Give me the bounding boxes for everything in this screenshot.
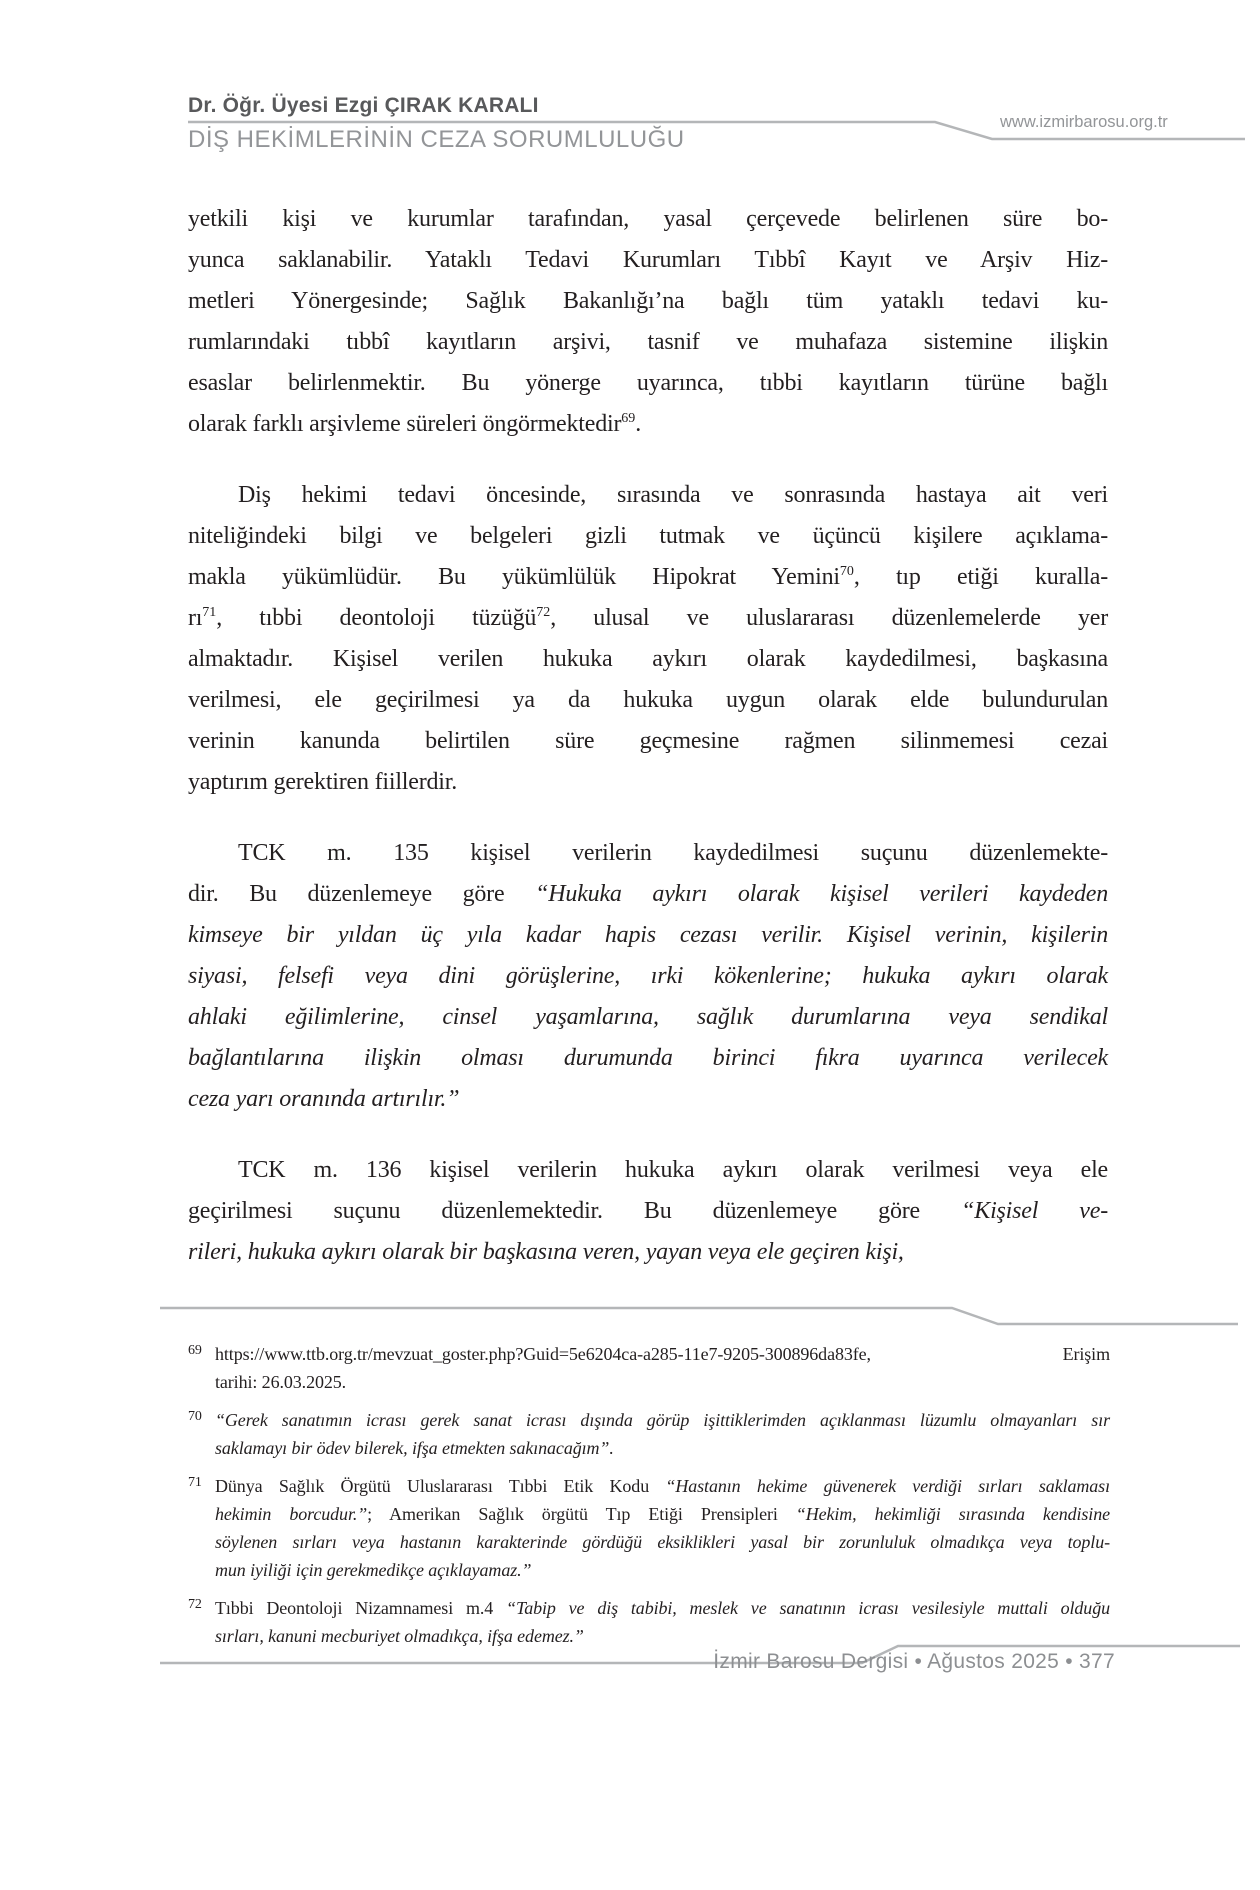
text-line (188, 363, 1108, 404)
text-segment: , ulusal ve uluslararası düzenlemelerde yer (550, 605, 1108, 631)
paragraph (188, 199, 1108, 445)
footnote-reference: 70 (839, 564, 854, 579)
text-segment: Tıbbi Deontoloji Nizamnamesi m.4 (215, 1598, 507, 1618)
header-author: Dr. Öğr. Üyesi Ezgi ÇIRAK KARALI (188, 94, 539, 117)
text-line (188, 240, 1108, 281)
text-line (188, 404, 1108, 445)
footnote-reference: 69 (621, 411, 636, 426)
footnote-number: 72 (188, 1597, 202, 1612)
footnote-line (215, 1594, 1110, 1622)
text-segment: “Hekim, hekimliği sırasında kendisine (795, 1504, 1110, 1524)
footer-journal-info: İzmir Barosu Dergisi • Ağustos 2025 • 377 (713, 1650, 1115, 1673)
text-line (188, 199, 1108, 240)
text-segment: https://www.ttb.org.tr/mevzuat_goster.php?Guid=5e6204ca-a285-11e7-9205-300896da83fe, Erişim (215, 1344, 1110, 1364)
footnote-line (215, 1528, 1110, 1556)
body-text (188, 199, 1108, 1273)
text-line (188, 1038, 1108, 1079)
text-line (188, 874, 1108, 915)
text-segment: rumlarındaki tıbbî kayıtların arşivi, tasnif ve muhafaza sistemine ilişkin (188, 329, 1108, 355)
text-segment: saklamayı bir ödev bilerek, ifşa etmekten sakınacağım”. (215, 1438, 614, 1458)
footnote-number: 69 (188, 1343, 202, 1358)
text-segment: bağlantılarına ilişkin olması durumunda birinci fıkra uyarınca verilecek (188, 1045, 1108, 1071)
footnote-reference: 72 (536, 605, 551, 620)
text-segment: metleri Yönergesinde; Sağlık Bakanlığı’na bağlı tüm yataklı tedavi ku- (188, 288, 1108, 314)
header-running-title: DİŞ HEKİMLERİNİN CEZA SORUMLULUĞU (188, 126, 685, 153)
text-line (188, 598, 1108, 639)
text-line (188, 281, 1108, 322)
text-segment: ceza yarı oranında artırılır.” (188, 1086, 460, 1112)
footnote-line (215, 1556, 1110, 1584)
text-segment: hekimin borcudur.” (215, 1504, 368, 1524)
text-line (188, 680, 1108, 721)
text-segment: ; Amerikan Sağlık örgütü Tıp Etiği Prensipleri (367, 1504, 796, 1524)
text-segment: “Hastanın hekime güvenerek verdiği sırları saklaması (665, 1476, 1110, 1496)
text-segment: kimseye bir yıldan üç yıla kadar hapis cezası verilir. Kişisel verinin, kişilerin (188, 922, 1108, 948)
footnote-72 (188, 1594, 1110, 1650)
text-segment: almaktadır. Kişisel verilen hukuka aykırı olarak kaydedilmesi, başkasına (188, 646, 1108, 672)
text-segment: olarak farklı arşivleme süreleri öngörmektedir (188, 411, 622, 437)
paragraph (188, 833, 1108, 1120)
text-segment: mun iyiliği için gerekmedikçe açıklayamaz.” (215, 1560, 532, 1580)
text-segment: . (635, 411, 642, 437)
text-segment: yaptırım gerektiren fiillerdir. (188, 769, 458, 795)
text-line (188, 1150, 1108, 1191)
footnote-70 (188, 1406, 1110, 1462)
text-segment: verilmesi, ele geçirilmesi ya da hukuka uygun olarak elde bulundurulan (188, 687, 1108, 713)
text-segment: yunca saklanabilir. Yataklı Tedavi Kurumları Tıbbî Kayıt ve Arşiv Hiz- (188, 247, 1108, 273)
text-segment: dir. Bu düzenlemeye göre (188, 881, 536, 907)
text-segment: , tıp etiği kuralla- (853, 564, 1109, 590)
footnote-line (215, 1434, 1110, 1462)
text-line (188, 1079, 1108, 1120)
text-line (188, 1191, 1108, 1232)
footnote-section (188, 1340, 1110, 1650)
text-segment: rı (188, 605, 203, 631)
footnote-line (215, 1406, 1110, 1434)
footnote-line (215, 1622, 1110, 1650)
footnote-71 (188, 1472, 1110, 1584)
footnote-line (215, 1500, 1110, 1528)
footnote-number: 71 (188, 1475, 202, 1490)
text-segment: “Gerek sanatımın icrası gerek sanat icrası dışında görüp işittiklerimden açıklanması lüzumlu olmayanları sır (215, 1410, 1110, 1430)
text-segment: verinin kanunda belirtilen süre geçmesine rağmen silinmemesi cezai (188, 728, 1108, 754)
text-segment: siyasi, felsefi veya dini görüşlerine, ırki kökenlerine; hukuka aykırı olarak (188, 963, 1108, 989)
text-segment: yetkili kişi ve kurumlar tarafından, yasal çerçevede belirlenen süre bo- (188, 206, 1108, 232)
text-line (188, 956, 1108, 997)
footnote-69 (188, 1340, 1110, 1396)
footnote-line (215, 1368, 1110, 1396)
text-segment: TCK m. 136 kişisel verilerin hukuka aykırı olarak verilmesi veya ele (238, 1157, 1108, 1183)
text-line (188, 997, 1108, 1038)
text-segment: makla yükümlüdür. Bu yükümlülük Hipokrat Yemini (188, 564, 840, 590)
text-line (188, 475, 1108, 516)
text-line (188, 915, 1108, 956)
footnote-reference: 71 (202, 605, 217, 620)
text-line (188, 322, 1108, 363)
header-website-url: www.izmirbarosu.org.tr (1000, 113, 1168, 131)
text-line (188, 833, 1108, 874)
footnote-separator-line (160, 1308, 1238, 1324)
footnote-line (215, 1340, 1110, 1368)
text-segment: söylenen sırları veya hastanın karakterinde gördüğü eksiklikleri yasal bir zorunluluk olmadıkça veya toplu- (215, 1532, 1110, 1552)
text-segment: rileri, hukuka aykırı olarak bir başkasına veren, yayan veya ele geçiren kişi, (188, 1239, 904, 1265)
text-line (188, 762, 1108, 803)
text-segment: geçirilmesi suçunu düzenlemektedir. Bu düzenlemeye göre (188, 1198, 962, 1224)
text-line (188, 1232, 1108, 1273)
text-line (188, 721, 1108, 762)
text-segment: esaslar belirlenmektir. Bu yönerge uyarınca, tıbbi kayıtların türüne bağlı (188, 370, 1108, 396)
text-line (188, 557, 1108, 598)
footnote-line (215, 1472, 1110, 1500)
text-segment: TCK m. 135 kişisel verilerin kaydedilmesi suçunu düzenlemekte- (238, 840, 1108, 866)
footnote-number: 70 (188, 1409, 202, 1424)
text-segment: , tıbbi deontoloji tüzüğü (216, 605, 537, 631)
text-segment: Diş hekimi tedavi öncesinde, sırasında ve sonrasında hastaya ait veri (238, 482, 1108, 508)
paragraph (188, 475, 1108, 803)
text-segment: niteliğindeki bilgi ve belgeleri gizli tutmak ve üçüncü kişilere açıklama- (188, 523, 1108, 549)
text-segment: “Kişisel ve- (961, 1198, 1109, 1224)
text-segment: ahlaki eğilimlerine, cinsel yaşamlarına, sağlık durumlarına veya sendikal (188, 1004, 1108, 1030)
text-line (188, 516, 1108, 557)
text-segment: sırları, kanuni mecburiyet olmadıkça, ifşa edemez.” (215, 1626, 584, 1646)
text-segment: “Hukuka aykırı olarak kişisel verileri kaydeden (535, 881, 1108, 907)
text-segment: Dünya Sağlık Örgütü Uluslararası Tıbbi Etik Kodu (215, 1476, 666, 1496)
text-segment: “Tabip ve diş tabibi, meslek ve sanatının icrası vesilesiyle muttali olduğu (506, 1598, 1110, 1618)
text-line (188, 639, 1108, 680)
text-segment: tarihi: 26.03.2025. (215, 1372, 347, 1392)
paragraph (188, 1150, 1108, 1273)
